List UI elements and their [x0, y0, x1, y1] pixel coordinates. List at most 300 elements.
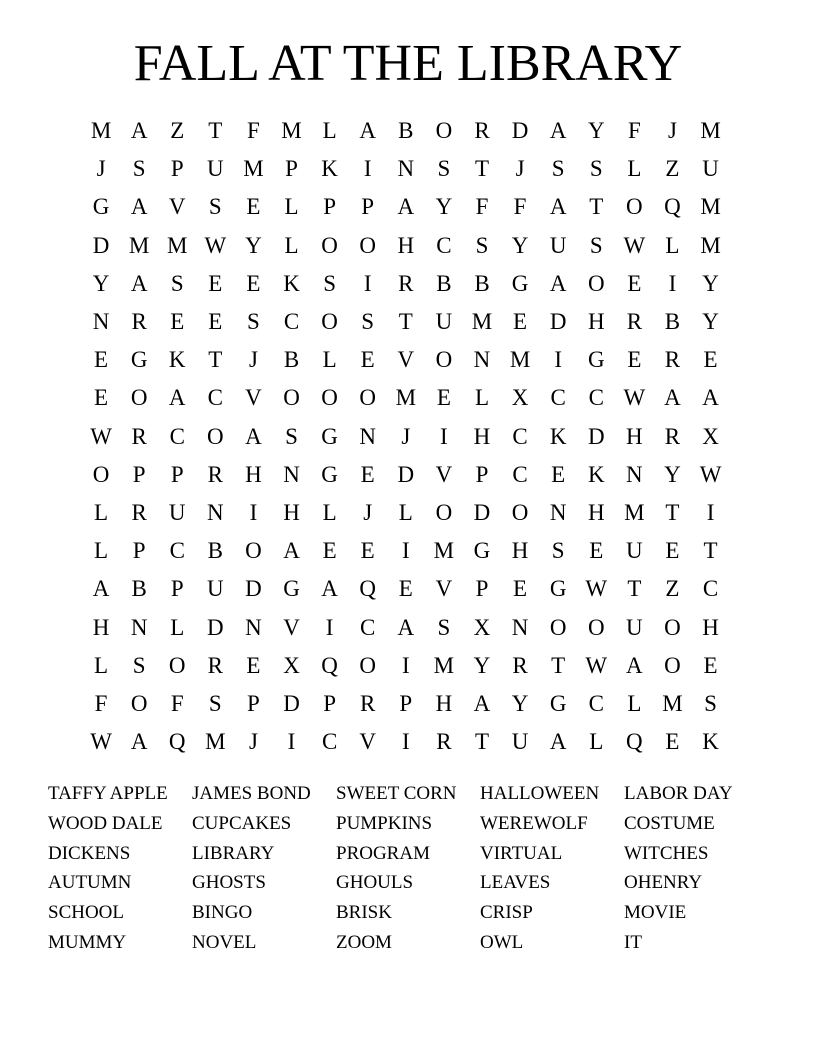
- grid-letter[interactable]: E: [322, 538, 337, 564]
- grid-letter[interactable]: B: [436, 270, 452, 296]
- grid-letter[interactable]: W: [204, 232, 227, 258]
- grid-letter[interactable]: A: [321, 576, 338, 602]
- grid-letter[interactable]: O: [587, 270, 605, 296]
- grid-letter[interactable]: G: [321, 423, 338, 449]
- grid-letter[interactable]: L: [474, 385, 490, 411]
- grid-letter[interactable]: E: [208, 309, 223, 335]
- grid-letter[interactable]: R: [131, 309, 147, 335]
- grid-letter[interactable]: H: [511, 538, 529, 564]
- grid-letter[interactable]: O: [435, 118, 453, 144]
- grid-letter[interactable]: V: [283, 614, 300, 640]
- grid-letter[interactable]: T: [665, 499, 680, 525]
- grid-letter[interactable]: C: [512, 423, 528, 449]
- grid-letter[interactable]: H: [397, 232, 415, 258]
- grid-letter[interactable]: E: [246, 194, 261, 220]
- grid-letter[interactable]: S: [589, 156, 603, 182]
- grid-letter[interactable]: L: [94, 538, 109, 564]
- grid-letter[interactable]: P: [170, 576, 184, 602]
- grid-letter[interactable]: E: [94, 347, 109, 373]
- grid-letter[interactable]: J: [363, 499, 373, 525]
- grid-letter[interactable]: A: [549, 270, 567, 296]
- word-list-item: SWEET CORN: [336, 783, 457, 804]
- grid-letter[interactable]: S: [589, 232, 603, 258]
- grid-letter[interactable]: N: [245, 614, 262, 640]
- grid-letter[interactable]: M: [509, 347, 531, 373]
- grid-letter[interactable]: A: [359, 118, 377, 144]
- word-list-item: JAMES BOND: [192, 783, 311, 804]
- grid-letter[interactable]: D: [245, 576, 262, 602]
- grid-letter[interactable]: R: [512, 652, 528, 678]
- grid-letter[interactable]: H: [473, 423, 491, 449]
- grid-letter[interactable]: E: [436, 385, 451, 411]
- grid-letter[interactable]: O: [130, 385, 148, 411]
- grid-letter[interactable]: P: [399, 690, 413, 716]
- grid-letter[interactable]: E: [665, 729, 680, 755]
- grid-letter[interactable]: E: [627, 347, 642, 373]
- grid-letter[interactable]: T: [474, 156, 490, 182]
- grid-letter[interactable]: B: [664, 309, 681, 335]
- grid-letter[interactable]: J: [667, 118, 677, 144]
- grid-letter[interactable]: I: [363, 270, 372, 296]
- grid-letter[interactable]: N: [397, 156, 415, 182]
- grid-letter[interactable]: E: [551, 461, 566, 487]
- grid-letter[interactable]: O: [664, 652, 681, 678]
- grid-letter[interactable]: S: [285, 423, 298, 449]
- grid-letter[interactable]: P: [475, 461, 489, 487]
- grid-letter[interactable]: E: [360, 538, 375, 564]
- grid-letter[interactable]: M: [433, 538, 455, 564]
- grid-letter[interactable]: U: [168, 499, 186, 525]
- grid-letter[interactable]: D: [92, 232, 110, 258]
- grid-letter[interactable]: O: [321, 232, 338, 258]
- grid-letter[interactable]: B: [131, 576, 147, 602]
- grid-letter[interactable]: A: [397, 614, 415, 640]
- grid-letter[interactable]: L: [284, 194, 299, 220]
- grid-letter[interactable]: U: [702, 156, 719, 182]
- grid-letter[interactable]: A: [702, 385, 719, 411]
- grid-letter[interactable]: J: [248, 729, 258, 755]
- grid-letter[interactable]: H: [435, 690, 453, 716]
- grid-letter[interactable]: O: [168, 652, 186, 678]
- grid-letter[interactable]: C: [207, 385, 223, 411]
- grid-letter[interactable]: L: [94, 652, 109, 678]
- grid-letter[interactable]: K: [283, 270, 300, 296]
- grid-letter[interactable]: Q: [359, 576, 377, 602]
- grid-letter[interactable]: S: [437, 614, 451, 640]
- grid-letter[interactable]: O: [130, 690, 148, 716]
- grid-letter[interactable]: O: [321, 385, 338, 411]
- grid-letter[interactable]: W: [623, 232, 646, 258]
- grid-letter[interactable]: I: [363, 156, 372, 182]
- grid-letter[interactable]: S: [208, 194, 222, 220]
- grid-letter[interactable]: F: [627, 118, 641, 144]
- grid-letter[interactable]: P: [132, 461, 146, 487]
- grid-letter[interactable]: C: [588, 690, 604, 716]
- grid-letter[interactable]: H: [587, 309, 605, 335]
- grid-letter[interactable]: T: [398, 309, 413, 335]
- grid-letter[interactable]: P: [475, 576, 489, 602]
- grid-letter[interactable]: K: [321, 156, 338, 182]
- grid-letter[interactable]: R: [664, 423, 681, 449]
- grid-letter[interactable]: A: [130, 270, 148, 296]
- grid-letter[interactable]: F: [170, 690, 184, 716]
- grid-letter[interactable]: C: [588, 385, 604, 411]
- grid-letter[interactable]: N: [130, 614, 148, 640]
- grid-letter[interactable]: N: [626, 461, 643, 487]
- grid-letter[interactable]: B: [474, 270, 490, 296]
- grid-letter[interactable]: Y: [702, 270, 719, 296]
- grid-letter[interactable]: A: [245, 423, 262, 449]
- grid-letter[interactable]: Q: [168, 729, 186, 755]
- grid-letter[interactable]: B: [207, 538, 223, 564]
- grid-letter[interactable]: I: [401, 729, 410, 755]
- grid-letter[interactable]: H: [626, 423, 643, 449]
- grid-letter[interactable]: C: [702, 576, 719, 602]
- grid-letter[interactable]: E: [208, 270, 223, 296]
- grid-letter[interactable]: M: [90, 118, 112, 144]
- grid-letter[interactable]: L: [94, 499, 109, 525]
- grid-letter[interactable]: G: [130, 347, 148, 373]
- grid-letter[interactable]: O: [245, 538, 262, 564]
- grid-letter[interactable]: E: [665, 538, 680, 564]
- grid-letter[interactable]: V: [435, 576, 453, 602]
- grid-letter[interactable]: Y: [511, 690, 529, 716]
- word-list-item: BINGO: [192, 902, 253, 924]
- grid-letter[interactable]: L: [284, 232, 299, 258]
- grid-letter[interactable]: O: [435, 499, 453, 525]
- grid-letter[interactable]: C: [169, 423, 185, 449]
- grid-letter[interactable]: M: [700, 118, 721, 144]
- grid-letter[interactable]: I: [706, 499, 715, 525]
- grid-letter[interactable]: V: [245, 385, 262, 411]
- grid-letter[interactable]: C: [169, 538, 185, 564]
- grid-letter[interactable]: W: [90, 423, 112, 449]
- grid-letter[interactable]: R: [664, 347, 681, 373]
- grid-letter[interactable]: U: [549, 232, 567, 258]
- grid-letter[interactable]: J: [515, 156, 525, 182]
- grid-letter[interactable]: W: [90, 729, 112, 755]
- grid-letter[interactable]: M: [471, 309, 493, 335]
- grid-letter[interactable]: X: [702, 423, 719, 449]
- grid-letter[interactable]: C: [321, 729, 338, 755]
- grid-letter[interactable]: J: [96, 156, 106, 182]
- grid-letter[interactable]: A: [626, 652, 643, 678]
- grid-letter[interactable]: E: [589, 538, 604, 564]
- grid-letter[interactable]: A: [92, 576, 110, 602]
- grid-letter[interactable]: S: [247, 309, 260, 335]
- grid-letter[interactable]: L: [627, 156, 642, 182]
- grid-letter[interactable]: X: [283, 652, 300, 678]
- grid-letter[interactable]: A: [397, 194, 415, 220]
- grid-letter[interactable]: R: [207, 652, 223, 678]
- grid-letter[interactable]: P: [132, 538, 146, 564]
- grid-letter[interactable]: O: [511, 499, 529, 525]
- grid-letter[interactable]: G: [92, 194, 110, 220]
- grid-letter[interactable]: B: [398, 118, 414, 144]
- grid-letter[interactable]: M: [662, 690, 683, 716]
- grid-letter[interactable]: G: [511, 270, 529, 296]
- grid-letter[interactable]: S: [551, 538, 565, 564]
- grid-letter[interactable]: V: [435, 461, 453, 487]
- grid-letter[interactable]: R: [360, 690, 376, 716]
- grid-letter[interactable]: K: [587, 461, 605, 487]
- grid-letter[interactable]: J: [401, 423, 411, 449]
- grid-letter[interactable]: T: [551, 652, 566, 678]
- grid-letter[interactable]: P: [247, 690, 260, 716]
- grid-letter[interactable]: S: [208, 690, 222, 716]
- grid-letter[interactable]: D: [511, 118, 529, 144]
- grid-letter[interactable]: G: [549, 690, 567, 716]
- grid-letter[interactable]: E: [703, 652, 718, 678]
- grid-letter[interactable]: A: [168, 385, 186, 411]
- grid-letter[interactable]: U: [511, 729, 529, 755]
- grid-letter[interactable]: C: [360, 614, 376, 640]
- grid-letter[interactable]: S: [704, 690, 717, 716]
- grid-letter[interactable]: N: [283, 461, 300, 487]
- grid-letter[interactable]: O: [321, 309, 338, 335]
- grid-letter[interactable]: X: [511, 385, 529, 411]
- grid-letter[interactable]: M: [433, 652, 455, 678]
- grid-letter[interactable]: E: [94, 385, 109, 411]
- grid-letter[interactable]: R: [398, 270, 414, 296]
- grid-letter[interactable]: A: [664, 385, 681, 411]
- grid-letter[interactable]: G: [321, 461, 338, 487]
- grid-letter[interactable]: O: [207, 423, 224, 449]
- grid-letter[interactable]: M: [243, 156, 264, 182]
- grid-letter[interactable]: Z: [665, 156, 680, 182]
- grid-letter[interactable]: R: [207, 461, 223, 487]
- grid-letter[interactable]: Y: [245, 232, 262, 258]
- grid-letter[interactable]: G: [587, 347, 605, 373]
- grid-letter[interactable]: A: [130, 194, 148, 220]
- grid-letter[interactable]: G: [473, 538, 491, 564]
- grid-letter[interactable]: U: [207, 156, 224, 182]
- grid-letter[interactable]: E: [360, 347, 375, 373]
- grid-letter[interactable]: C: [436, 232, 452, 258]
- grid-letter[interactable]: D: [207, 614, 224, 640]
- grid-letter[interactable]: O: [664, 614, 681, 640]
- grid-letter[interactable]: R: [474, 118, 490, 144]
- grid-letter[interactable]: A: [549, 729, 567, 755]
- grid-letter[interactable]: I: [287, 729, 296, 755]
- grid-letter[interactable]: G: [549, 576, 567, 602]
- grid-letter[interactable]: A: [549, 194, 567, 220]
- grid-letter[interactable]: I: [401, 652, 410, 678]
- word-list-item: GHOSTS: [192, 872, 266, 894]
- grid-letter[interactable]: M: [700, 194, 721, 220]
- grid-letter[interactable]: U: [435, 309, 453, 335]
- word-list-item: GHOULS: [336, 872, 414, 894]
- grid-letter[interactable]: D: [549, 309, 567, 335]
- grid-letter[interactable]: V: [397, 347, 415, 373]
- grid-letter[interactable]: M: [395, 385, 417, 411]
- grid-letter[interactable]: N: [92, 309, 110, 335]
- grid-letter[interactable]: M: [700, 232, 721, 258]
- grid-letter[interactable]: D: [283, 690, 300, 716]
- grid-letter[interactable]: X: [473, 614, 491, 640]
- grid-letter[interactable]: F: [247, 118, 260, 144]
- grid-letter[interactable]: D: [397, 461, 415, 487]
- grid-letter[interactable]: P: [170, 461, 184, 487]
- grid-letter[interactable]: L: [665, 232, 680, 258]
- grid-letter[interactable]: I: [401, 538, 410, 564]
- grid-letter[interactable]: I: [249, 499, 258, 525]
- grid-letter[interactable]: W: [699, 461, 722, 487]
- word-list-item: ZOOM: [336, 931, 392, 953]
- grid-letter[interactable]: C: [512, 461, 528, 487]
- letter-grid: [82, 112, 730, 761]
- grid-letter[interactable]: P: [323, 194, 336, 220]
- grid-letter[interactable]: T: [589, 194, 604, 220]
- grid-letter[interactable]: P: [361, 194, 375, 220]
- grid-letter[interactable]: H: [587, 499, 605, 525]
- grid-letter[interactable]: H: [92, 614, 110, 640]
- grid-letter[interactable]: Q: [321, 652, 338, 678]
- grid-letter[interactable]: H: [245, 461, 262, 487]
- word-list-item: AUTUMN: [48, 872, 132, 894]
- grid-letter[interactable]: E: [246, 270, 261, 296]
- grid-letter[interactable]: N: [359, 423, 377, 449]
- grid-letter[interactable]: I: [668, 270, 677, 296]
- grid-letter[interactable]: O: [359, 652, 377, 678]
- grid-letter[interactable]: M: [624, 499, 645, 525]
- grid-letter[interactable]: N: [207, 499, 224, 525]
- grid-letter[interactable]: F: [513, 194, 527, 220]
- grid-letter[interactable]: N: [473, 347, 491, 373]
- grid-letter[interactable]: P: [323, 690, 336, 716]
- grid-letter[interactable]: T: [627, 576, 642, 602]
- grid-letter[interactable]: E: [513, 576, 528, 602]
- grid-letter[interactable]: L: [398, 499, 413, 525]
- grid-letter[interactable]: Y: [664, 461, 681, 487]
- grid-letter[interactable]: T: [208, 118, 223, 144]
- grid-letter[interactable]: K: [168, 347, 186, 373]
- grid-letter[interactable]: S: [132, 652, 146, 678]
- grid-letter[interactable]: H: [283, 499, 300, 525]
- grid-letter[interactable]: Z: [665, 576, 680, 602]
- grid-letter[interactable]: K: [549, 423, 567, 449]
- grid-letter[interactable]: L: [322, 347, 337, 373]
- grid-letter[interactable]: R: [626, 309, 643, 335]
- grid-letter[interactable]: E: [246, 652, 261, 678]
- grid-letter[interactable]: O: [359, 385, 377, 411]
- grid-letter[interactable]: S: [437, 156, 451, 182]
- word-list-item: CRISP: [480, 902, 533, 924]
- grid-letter[interactable]: N: [549, 499, 567, 525]
- grid-letter[interactable]: G: [283, 576, 300, 602]
- grid-letter[interactable]: M: [128, 232, 150, 258]
- grid-letter[interactable]: Y: [435, 194, 453, 220]
- grid-letter[interactable]: A: [473, 690, 491, 716]
- grid-letter[interactable]: O: [587, 614, 605, 640]
- grid-letter[interactable]: S: [475, 232, 489, 258]
- grid-letter[interactable]: A: [130, 729, 148, 755]
- grid-letter[interactable]: U: [626, 538, 643, 564]
- grid-letter[interactable]: E: [398, 576, 413, 602]
- grid-letter[interactable]: I: [554, 347, 562, 373]
- word-list-item: OHENRY: [624, 872, 703, 894]
- word-list: [48, 779, 768, 958]
- grid-letter[interactable]: S: [361, 309, 375, 335]
- grid-letter[interactable]: Q: [626, 729, 643, 755]
- grid-letter[interactable]: R: [131, 499, 147, 525]
- grid-letter[interactable]: U: [207, 576, 224, 602]
- grid-letter[interactable]: K: [702, 729, 719, 755]
- grid-letter[interactable]: Y: [473, 652, 491, 678]
- grid-letter[interactable]: A: [283, 538, 300, 564]
- grid-letter[interactable]: W: [585, 652, 608, 678]
- grid-letter[interactable]: P: [285, 156, 298, 182]
- grid-letter[interactable]: R: [131, 423, 147, 449]
- grid-letter[interactable]: O: [435, 347, 453, 373]
- grid-letter[interactable]: Y: [702, 309, 719, 335]
- grid-letter[interactable]: V: [359, 729, 377, 755]
- grid-letter[interactable]: U: [626, 614, 643, 640]
- grid-letter[interactable]: C: [550, 385, 566, 411]
- grid-letter[interactable]: F: [475, 194, 489, 220]
- grid-letter[interactable]: J: [248, 347, 258, 373]
- grid-letter[interactable]: L: [627, 690, 642, 716]
- grid-letter[interactable]: T: [474, 729, 490, 755]
- grid-letter[interactable]: O: [549, 614, 567, 640]
- grid-letter[interactable]: Q: [664, 194, 681, 220]
- grid-letter[interactable]: I: [325, 614, 334, 640]
- grid-letter[interactable]: S: [170, 270, 184, 296]
- grid-letter[interactable]: S: [551, 156, 565, 182]
- grid-letter[interactable]: R: [436, 729, 452, 755]
- grid-letter[interactable]: O: [92, 461, 110, 487]
- grid-letter[interactable]: O: [359, 232, 377, 258]
- grid-letter[interactable]: T: [208, 347, 223, 373]
- grid-letter[interactable]: E: [360, 461, 375, 487]
- grid-letter[interactable]: Y: [92, 270, 110, 296]
- grid-letter[interactable]: S: [323, 270, 336, 296]
- grid-letter[interactable]: L: [589, 729, 604, 755]
- grid-letter[interactable]: P: [170, 156, 184, 182]
- grid-letter[interactable]: V: [168, 194, 186, 220]
- grid-letter[interactable]: H: [702, 614, 719, 640]
- grid-letter[interactable]: W: [585, 576, 608, 602]
- grid-letter[interactable]: I: [440, 423, 448, 449]
- grid-letter[interactable]: T: [703, 538, 718, 564]
- grid-letter[interactable]: M: [167, 232, 188, 258]
- grid-letter[interactable]: W: [623, 385, 646, 411]
- grid-letter[interactable]: L: [170, 614, 185, 640]
- grid-letter[interactable]: L: [322, 499, 337, 525]
- grid-letter[interactable]: E: [513, 309, 528, 335]
- grid-letter[interactable]: O: [626, 194, 643, 220]
- grid-letter[interactable]: E: [627, 270, 642, 296]
- grid-letter[interactable]: A: [549, 118, 567, 144]
- grid-letter[interactable]: N: [511, 614, 529, 640]
- grid-letter[interactable]: L: [322, 118, 337, 144]
- grid-letter[interactable]: Y: [511, 232, 529, 258]
- grid-letter[interactable]: Z: [170, 118, 185, 144]
- grid-letter[interactable]: E: [703, 347, 718, 373]
- grid-letter[interactable]: C: [283, 309, 300, 335]
- grid-letter[interactable]: E: [170, 309, 185, 335]
- grid-letter[interactable]: B: [283, 347, 300, 373]
- grid-letter[interactable]: M: [281, 118, 302, 144]
- grid-letter[interactable]: M: [205, 729, 226, 755]
- grid-letter[interactable]: D: [473, 499, 491, 525]
- grid-letter[interactable]: A: [130, 118, 148, 144]
- grid-letter[interactable]: F: [94, 690, 108, 716]
- grid-letter[interactable]: D: [587, 423, 605, 449]
- grid-letter[interactable]: Y: [587, 118, 605, 144]
- grid-letter[interactable]: O: [283, 385, 300, 411]
- grid-letter[interactable]: S: [132, 156, 146, 182]
